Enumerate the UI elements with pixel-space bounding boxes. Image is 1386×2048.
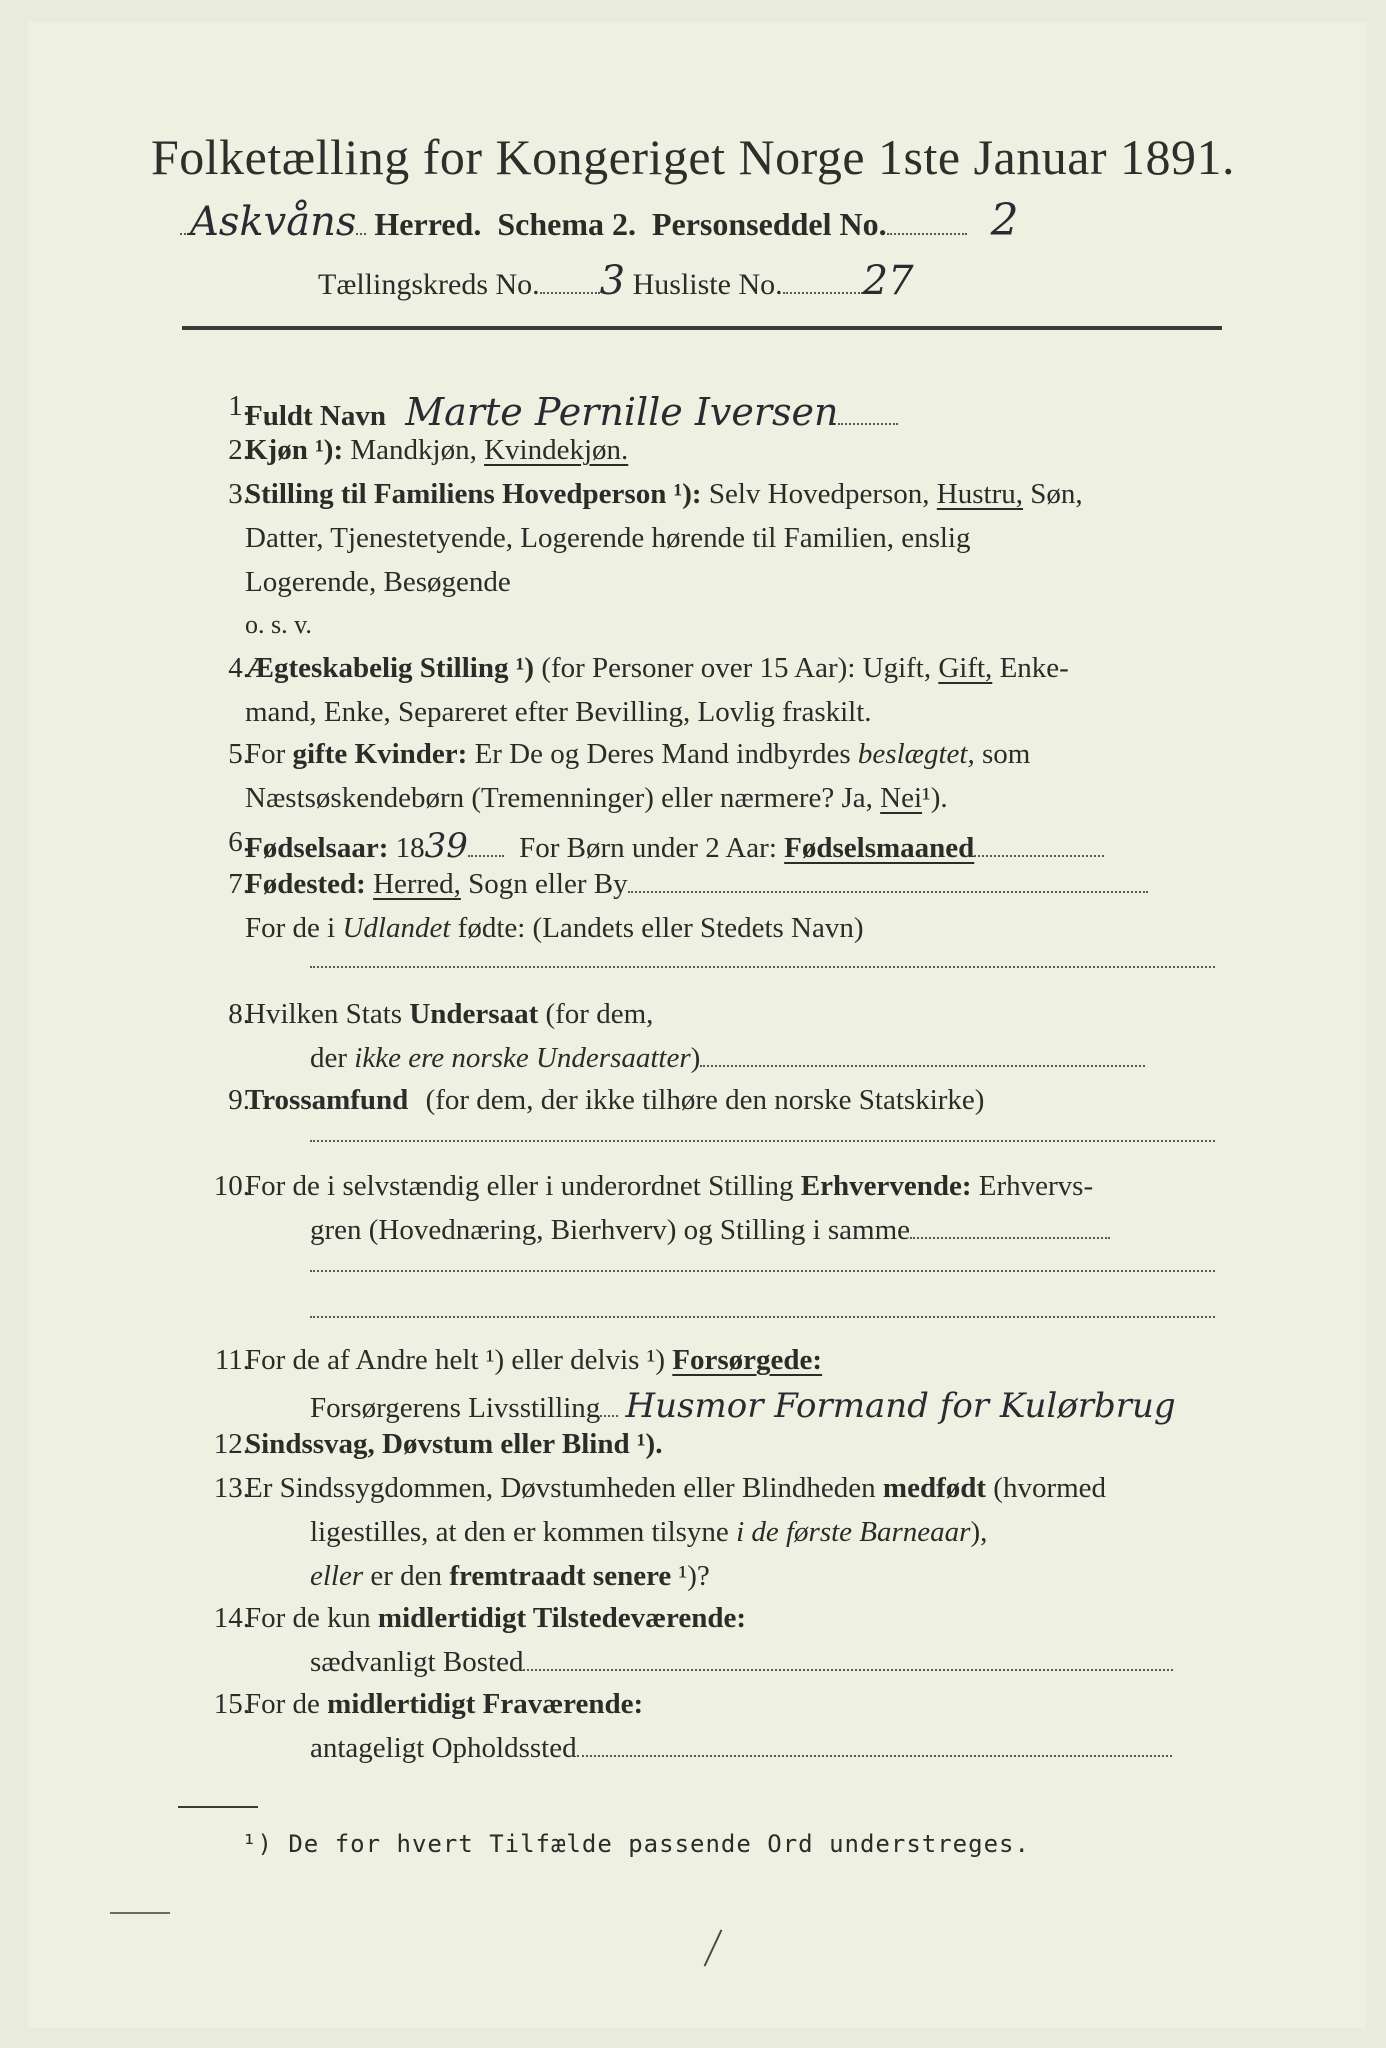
schema-label: Schema 2. <box>497 206 636 242</box>
item-3-line-4: o. s. v. <box>245 610 312 639</box>
marital-married-underlined: Gift, <box>938 652 993 684</box>
item-4-line-2: mand, Enke, Separeret efter Bevilling, Lovlig fraskilt. <box>245 696 872 728</box>
related-no-underlined: Nei <box>880 782 923 814</box>
item-9-blank-line <box>310 1140 1215 1142</box>
herred-label: Herred. <box>374 206 482 242</box>
item-10-blank-line-2 <box>310 1316 1215 1318</box>
tellingskreds-number: 3 <box>599 258 626 304</box>
item-5-line-2: Næstsøskendebørn (Tremenninger) eller nærmere? Ja, Nei¹). <box>245 782 948 814</box>
header-line-tellingskreds <box>318 258 914 304</box>
provider-occupation-handwritten: Husmor Formand for Kulørbrug <box>625 1386 1176 1426</box>
pencil-mark-left <box>110 1912 170 1914</box>
full-name-label: Fuldt Navn <box>245 400 387 432</box>
personseddel-label: Personseddel No. <box>651 206 887 242</box>
item-10-line-2: gren (Hovednæring, Bierhverv) og Stilling i samme <box>310 1214 1110 1247</box>
item-8-line-2: der ikke ere norske Undersaatter) <box>310 1042 1145 1075</box>
item-7-blank-line <box>310 966 1215 968</box>
birthplace-herred-underlined: Herred, <box>373 868 461 900</box>
tellingskreds-label: Tællingskreds No. <box>318 268 540 301</box>
birth-year-handwritten: 39 <box>424 826 468 866</box>
footnote-rule <box>178 1806 258 1808</box>
item-10-blank-line-1 <box>310 1270 1215 1272</box>
municipality-handwritten: Askvåns <box>190 199 357 245</box>
item-11-line-2: Forsørgerens Livsstilling Husmor Formand for Kulørbrug <box>310 1386 1176 1426</box>
husliste-number: 27 <box>862 258 914 304</box>
item-14-line-2: sædvanligt Bosted <box>310 1646 1173 1679</box>
form-title: Folketælling for Kongeriget Norge 1ste Januar 1891. <box>150 129 1236 185</box>
header-line-herred <box>180 195 1019 246</box>
position-wife-underlined: Hustru, <box>936 478 1023 510</box>
full-name-handwritten: Marte Pernille Iversen <box>405 390 839 434</box>
husliste-label: Husliste No. <box>632 268 783 301</box>
personseddel-number: 2 <box>990 195 1019 246</box>
item-13-line-2: ligestilles, at den er kommen tilsyne i de første Barneaar), <box>310 1516 988 1548</box>
item-13-line-3: eller er den fremtraadt senere ¹)? <box>310 1560 710 1592</box>
gender-female-underlined: Kvindekjøn. <box>484 434 629 466</box>
header-rule <box>182 326 1222 330</box>
item-15-line-2: antageligt Opholdssted <box>310 1732 1172 1765</box>
item-3-line-3: Logerende, Besøgende <box>245 566 511 598</box>
footnote-text: ¹) De for hvert Tilfælde passende Ord understreges. <box>242 1830 1030 1858</box>
item-7-line-2: For de i Udlandet fødte: (Landets eller Stedets Navn) <box>245 912 864 944</box>
item-3-line-2: Datter, Tjenestetyende, Logerende hørende til Familien, enslig <box>245 522 971 554</box>
